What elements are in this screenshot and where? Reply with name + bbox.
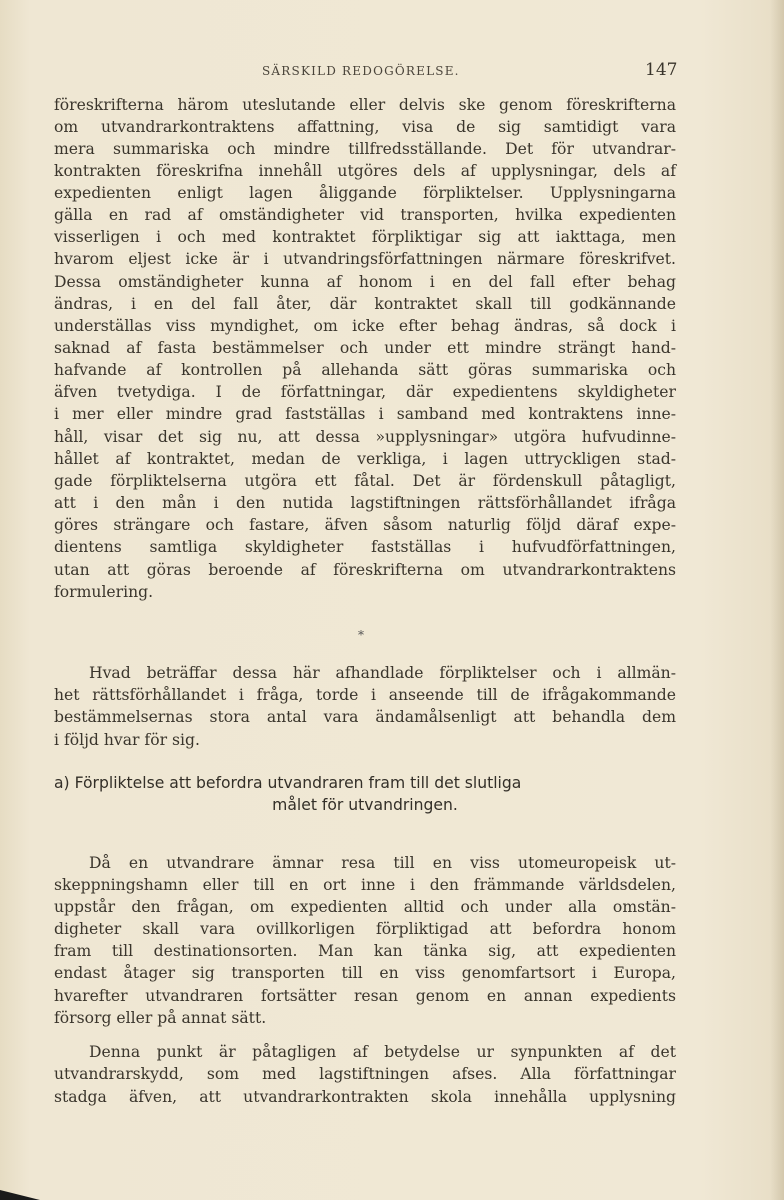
text-line: hvarom eljest icke är i utvandringsförfattningen närmare föreskrifvet. [54,250,676,268]
text-line: utvandrarskydd, som med lagstiftningen afses. Alla författningar [54,1065,676,1083]
section-heading [54,772,676,816]
text-line: att i den mån i den nutida lagstiftningen rättsförhållandet ifråga [54,494,676,512]
text-line: het rättsförhållandet i fråga, torde i anseende till de ifrågakommande [54,686,676,704]
text-line: bestämmelsernas stora antal vara ändamålsenligt att behandla dem [54,708,676,726]
text-line: gälla en rad af omständigheter vid transporten, hvilka expedienten [54,206,676,224]
running-head: SÄRSKILD REDOGÖRELSE. [262,64,460,78]
text-line: utan att göras beroende af föreskrifterna om utvandrarkontraktens [54,561,676,579]
text-line: dientens samtliga skyldigheter fastställas i hufvudförfattningen, [54,538,676,556]
page-edge-shadow [770,0,784,1200]
text-line: Då en utvandrare ämnar resa till en viss utomeuropeisk ut- [89,854,676,872]
text-line: föreskrifterna härom uteslutande eller delvis ske genom föreskrifterna [54,96,676,114]
text-line: Dessa omständigheter kunna af honom i en del fall efter behag [54,273,676,291]
text-line: underställas viss myndighet, om icke efter behag ändras, så dock i [54,317,676,335]
text-line: kontrakten föreskrifna innehåll utgöres dels af upplysningar, dels af [54,162,676,180]
section-heading-line-1: a) Förpliktelse att befordra utvandraren fram till det slutliga [54,774,522,792]
text-line: äfven tvetydiga. I de författningar, där expedientens skyldigheter [54,383,676,401]
text-line: Hvad beträffar dessa här afhandlade förpliktelser och i allmän- [89,664,676,682]
text-line: hafvande af kontrollen på allehanda sätt göras summariska och [54,361,676,379]
text-line: formulering. [54,583,154,601]
section-heading-line-2: målet för utvandringen. [272,796,458,814]
text-line: uppstår den frågan, om expedienten alltid och under alla omstän- [54,898,676,916]
text-line: skeppningshamn eller till en ort inne i den främmande världsdelen, [54,876,676,894]
text-line: göres strängare och fastare, äfven såsom naturlig följd däraf expe- [54,516,676,534]
text-line: hållet af kontraktet, medan de verkliga, i lagen uttryckligen stad- [54,450,676,468]
text-line: försorg eller på annat sätt. [54,1009,267,1027]
text-line: stadga äfven, att utvandrarkontrakten skola innehålla upplysning [54,1088,676,1106]
text-line: fram till destinationsorten. Man kan tänka sig, att expedienten [54,942,676,960]
text-line: visserligen i och med kontraktet förpliktigar sig att iakttaga, men [54,228,676,246]
text-line: saknad af fasta bestämmelser och under ett mindre strängt hand- [54,339,676,357]
text-line: endast åtager sig transporten till en viss genomfartsort i Europa, [54,964,676,982]
text-line: mera summariska och mindre tillfredsställande. Det för utvandrar- [54,140,676,158]
text-line: digheter skall vara ovillkorligen förpliktigad att befordra honom [54,920,676,938]
text-line: hvarefter utvandraren fortsätter resan genom en annan expedients [54,987,676,1005]
text-line: i följd hvar för sig. [54,731,200,749]
section-separator: * [358,628,364,642]
page-header [0,60,784,84]
text-line: håll, visar det sig nu, att dessa »upplysningar» utgöra hufvudinne- [54,428,676,446]
text-line: ändras, i en del fall åter, där kontraktet skall till godkännande [54,295,676,313]
scan-corner-marker [0,1190,40,1200]
page-number: 147 [645,60,678,80]
text-line: om utvandrarkontraktens affattning, visa de sig samtidigt vara [54,118,676,136]
text-line: i mer eller mindre grad fastställas i samband med kontraktens inne- [54,405,676,423]
text-line: Denna punkt är påtagligen af betydelse ur synpunkten af det [89,1043,676,1061]
text-line: expedienten enligt lagen åliggande förpliktelser. Upplysningarna [54,184,676,202]
text-line: gade förpliktelserna utgöra ett fåtal. Det är fördenskull påtagligt, [54,472,676,490]
